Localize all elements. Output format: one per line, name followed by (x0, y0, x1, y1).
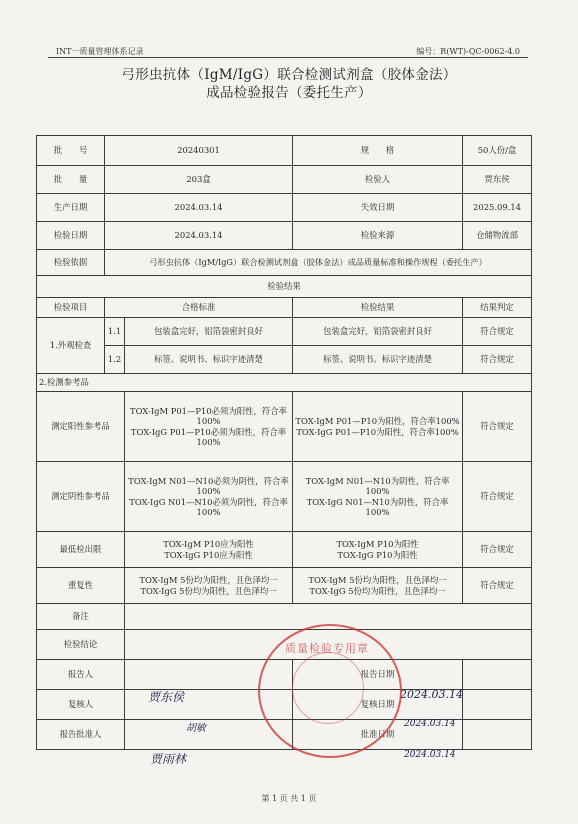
batch-label: 批 号 (37, 136, 105, 166)
system-label: INT一质量管理体系记录 (56, 47, 144, 56)
ref-result-line: TOX-IgM N01—N10为阴性，符合率100% (305, 475, 450, 496)
review-date-cell (463, 690, 532, 720)
ref-result (293, 568, 463, 604)
ref-result-line: TOX-IgG P01—P10为阳性，符合率100% (296, 426, 459, 437)
approve-date-handwritten: 2024.03.14 (404, 750, 456, 760)
basis-value: 弓形虫抗体（IgM/IgG）联合检测试剂盒（胶体金法）成品质量标准和操作规程（委托生产） (105, 250, 532, 276)
ref-standard-line: TOX-IgM 5份均为阳性，且色泽均一 (139, 575, 278, 585)
ref-standard-line: TOX-IgG P01—P10必须为阳性，符合率100% (130, 426, 287, 447)
row-appearance-2 (37, 346, 532, 374)
row-appearance-1 (37, 318, 532, 346)
spec-label: 规 格 (293, 136, 463, 166)
report-title: 弓形虫抗体（IgM/IgG）联合检测试剂盒（胶体金法） (121, 67, 457, 83)
appearance-no: 1.2 (105, 346, 125, 374)
red-seal-text: 质量检验专用章 (285, 642, 369, 655)
remarks-label: 备注 (37, 604, 125, 630)
ref-standard-line: TOX-IgM P10应为阳性 (163, 539, 254, 549)
red-seal-inner-ring (292, 652, 364, 724)
ref-standard-line: TOX-IgG P10应为阳性 (164, 549, 253, 560)
approver-label: 报告批准人 (37, 720, 125, 750)
insp-date-value: 2024.03.14 (105, 222, 293, 250)
insp-date-label: 检验日期 (37, 222, 105, 250)
ref-verdict: 符合规定 (463, 532, 532, 568)
spec-value: 50人份/盒 (463, 136, 532, 166)
report-subtitle: 成品检验报告（委托生产） (206, 85, 372, 101)
row-results-title (37, 276, 532, 298)
ref-standard (125, 532, 293, 568)
row-basis (37, 250, 532, 276)
qty-label: 批 量 (37, 166, 105, 194)
header-divider (48, 57, 528, 58)
source-label: 检验来源 (293, 222, 463, 250)
ref-standard (125, 392, 293, 462)
ref-verdict: 符合规定 (463, 568, 532, 604)
col-standard: 合格标准 (105, 298, 293, 318)
inspector-value: 贾东侯 (463, 166, 532, 194)
reporter-date-handwritten: 2024.03.14 (400, 688, 463, 701)
reporter-signature: 贾东侯 (148, 690, 185, 704)
row-batch (37, 136, 532, 166)
reporter-date-cell (463, 660, 532, 690)
ref-result (293, 392, 463, 462)
row-detection-limit (37, 532, 532, 568)
col-result: 检验结果 (293, 298, 463, 318)
appearance-verdict: 符合规定 (463, 346, 532, 374)
qty-value: 203盒 (105, 166, 293, 194)
batch-value: 20240301 (105, 136, 293, 166)
reporter-label: 报告人 (37, 660, 125, 690)
ref-standard-line: TOX-IgM P01—P10必须为阳性，符合率100% (129, 405, 288, 426)
appearance-label: 1.外观检查 (37, 318, 105, 374)
ref-result-line: TOX-IgG 5份均为阳性，且色泽均一 (309, 585, 446, 596)
approve-date-cell (463, 720, 532, 750)
row-positive-ref (37, 392, 532, 462)
ref-verdict: 符合规定 (463, 392, 532, 462)
col-verdict: 结果判定 (463, 298, 532, 318)
ref-result-line: TOX-IgM P01—P10为阳性，符合率100% (295, 416, 460, 426)
appearance-standard: 包装盒完好，铝箔袋密封良好 (125, 318, 293, 346)
ref-result-line: TOX-IgM 5份均为阳性，且色泽均一 (308, 575, 447, 585)
ref-standard-line: TOX-IgG N01—N10必须为阴性，符合率100% (129, 496, 288, 517)
source-value: 仓储物流部 (463, 222, 532, 250)
ref-result (293, 532, 463, 568)
reviewer-label: 复核人 (37, 690, 125, 720)
reference-section-label: 2.检测参考品 (37, 374, 532, 392)
ref-result (293, 462, 463, 532)
row-col-headers (37, 298, 532, 318)
appearance-result: 标签、说明书、标识字迹清楚 (293, 346, 463, 374)
row-qty (37, 166, 532, 194)
approver-signature: 贾雨林 (150, 752, 187, 766)
ref-label: 重复性 (37, 568, 125, 604)
ref-label: 测定阴性参考品 (37, 462, 125, 532)
page-footer: 第 1 页 共 1 页 (261, 794, 317, 803)
review-date-label: 复核日期 (293, 690, 463, 720)
expiry-label: 失效日期 (293, 194, 463, 222)
appearance-verdict: 符合规定 (463, 318, 532, 346)
reporter-date-label: 报告日期 (293, 660, 463, 690)
row-insp-date (37, 222, 532, 250)
ref-standard (125, 568, 293, 604)
row-remarks (37, 604, 532, 630)
appearance-standard: 标签、说明书、标识字迹清楚 (125, 346, 293, 374)
row-repeatability (37, 568, 532, 604)
expiry-value: 2025.09.14 (463, 194, 532, 222)
approve-date-label: 批准日期 (293, 720, 463, 750)
conclusion-label: 检验结论 (37, 630, 125, 660)
prod-date-label: 生产日期 (37, 194, 105, 222)
results-title: 检验结果 (37, 276, 532, 298)
basis-label: 检验依据 (37, 250, 105, 276)
appearance-result: 包装盒完好，铝箔袋密封良好 (293, 318, 463, 346)
ref-standard-line: TOX-IgG 5份均为阳性，且色泽均一 (140, 585, 277, 596)
col-item: 检验项目 (37, 298, 105, 318)
ref-verdict: 符合规定 (463, 462, 532, 532)
row-prod-date (37, 194, 532, 222)
row-negative-ref (37, 462, 532, 532)
ref-standard-line: TOX-IgM N01—N10必须为阴性，符合率100% (128, 475, 289, 496)
appearance-no: 1.1 (105, 318, 125, 346)
ref-result-line: TOX-IgG P10为阳性 (337, 549, 418, 560)
ref-label: 测定阳性参考品 (37, 392, 125, 462)
ref-result-line: TOX-IgM P10为阳性 (336, 539, 419, 549)
ref-label: 最低检出限 (37, 532, 125, 568)
inspector-label: 检验人 (293, 166, 463, 194)
prod-date-value: 2024.03.14 (105, 194, 293, 222)
reviewer-signature: 胡敏 (186, 723, 206, 734)
ref-result-line: TOX-IgG N01—N10为阴性，符合率100% (306, 496, 449, 517)
doc-number: 编号：R(WT)-QC-0062-4.0 (416, 47, 520, 56)
review-date-handwritten: 2024.03.14 (404, 719, 456, 729)
ref-standard (125, 462, 293, 532)
row-reference-section (37, 374, 532, 392)
